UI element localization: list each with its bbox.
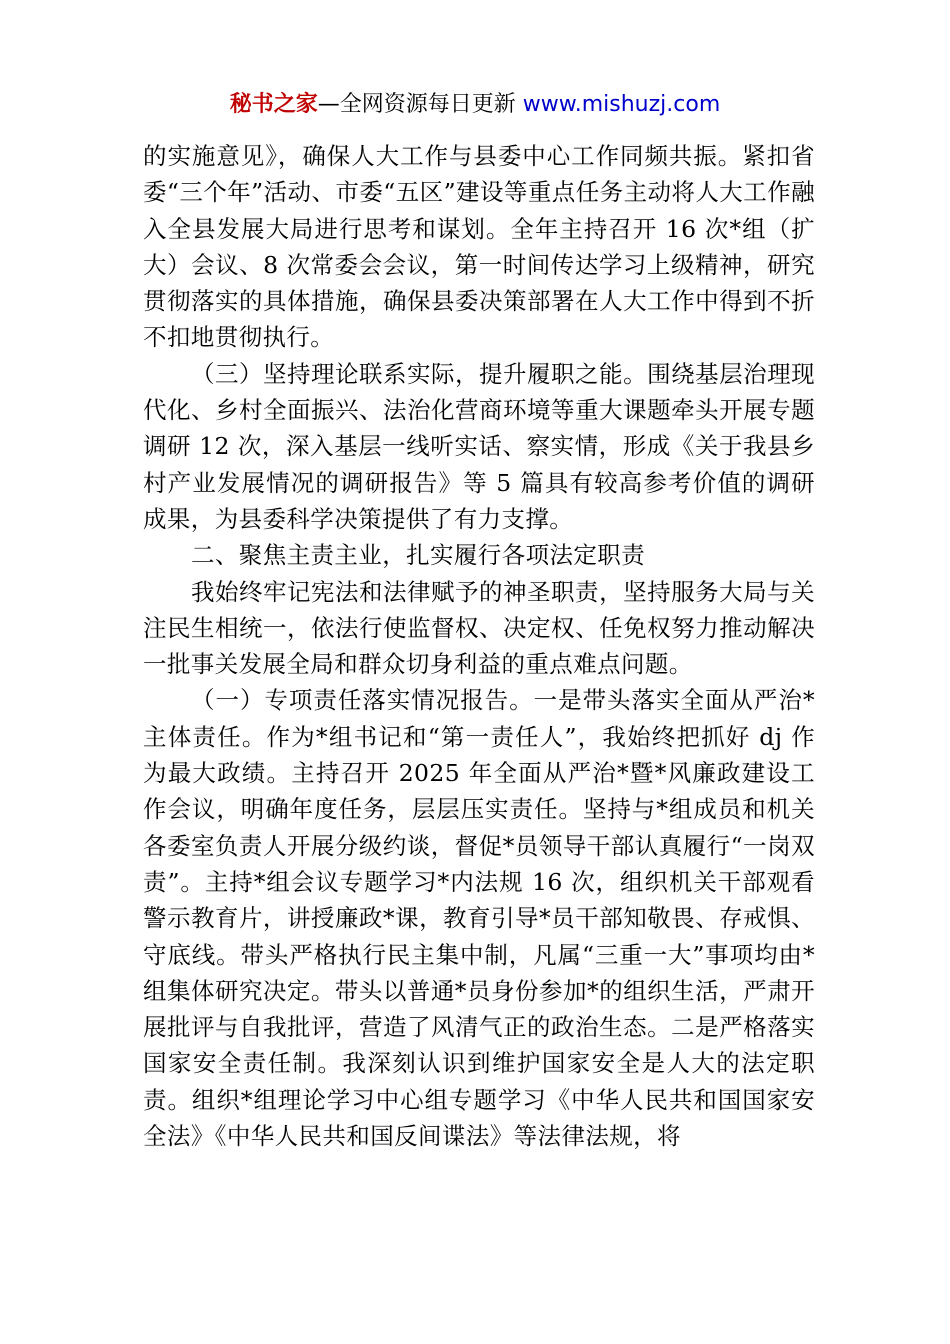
paragraph-subsection-one: （一）专项责任落实情况报告。一是带头落实全面从严治*主体责任。作为*组书记和“第一责任人”，我始终把抓好 dj 作为最大政绩。主持召开 2025 年全面从严治*暨*风廉政建设工作会议，明确年度任务，层层压实责任。坚持与*组成员和机关各委室负责人开展分级约谈，督促*员领导干部认真履行“一岗双责”。主持*组会议专题学习*内法规 16 次，组织机关干部观看警示教育片，讲授廉政*课，教育引导*员干部知敬畏、存戒惧、守底线。带头严格执行民主集中制，凡属“三重一大”事项均由*组集体研究决定。带头以普通*员身份参加*的组织生活，严肃开展批评与自我批评，营造了风清气正的政治生态。二是严格落实国家安全责任制。我深刻认识到维护国家安全是人大的法定职责。组织*组理论学习中心组专题学习《中华人民共和国国家安全法》《中华人民共和国反间谍法》等法律法规，将	[143, 686, 815, 1151]
site-tagline: —全网资源每日更新	[317, 92, 523, 117]
document-body	[143, 138, 815, 1154]
section-heading-two: 二、聚焦主责主业，扎实履行各项法定职责	[191, 541, 646, 570]
site-url-link[interactable]: www.mishuzj.com	[522, 92, 721, 117]
paragraph-continuation: 的实施意见》，确保人大工作与县委中心工作同频共振。紧扣省委“三个年”活动、市委“五区”建设等重点任务主动将人大工作融入全县发展大局进行思考和谋划。全年主持召开 16 次*组（扩大）会议、8 次常委会会议，第一时间传达学习上级精神，研究贯彻落实的具体措施，确保县委决策部署在人大工作中得到不折不扣地贯彻执行。	[143, 142, 815, 352]
paragraph-section-two-intro: 我始终牢记宪法和法律赋予的神圣职责，坚持服务大局与关注民生相统一，依法行使监督权、决定权、任免权努力推动解决一批事关发展全局和群众切身利益的重点难点问题。	[143, 577, 815, 679]
paragraph-section-three: （三）坚持理论联系实际，提升履职之能。围绕基层治理现代化、乡村全面振兴、法治化营商环境等重大课题牵头开展专题调研 12 次，深入基层一线听实话、察实情，形成《关于我县乡村产业发展情况的调研报告》等 5 篇具有较高参考价值的调研成果，为县委科学决策提供了有力支撑。	[143, 359, 815, 533]
site-header	[0, 88, 950, 122]
site-brand: 秘书之家	[229, 92, 318, 117]
